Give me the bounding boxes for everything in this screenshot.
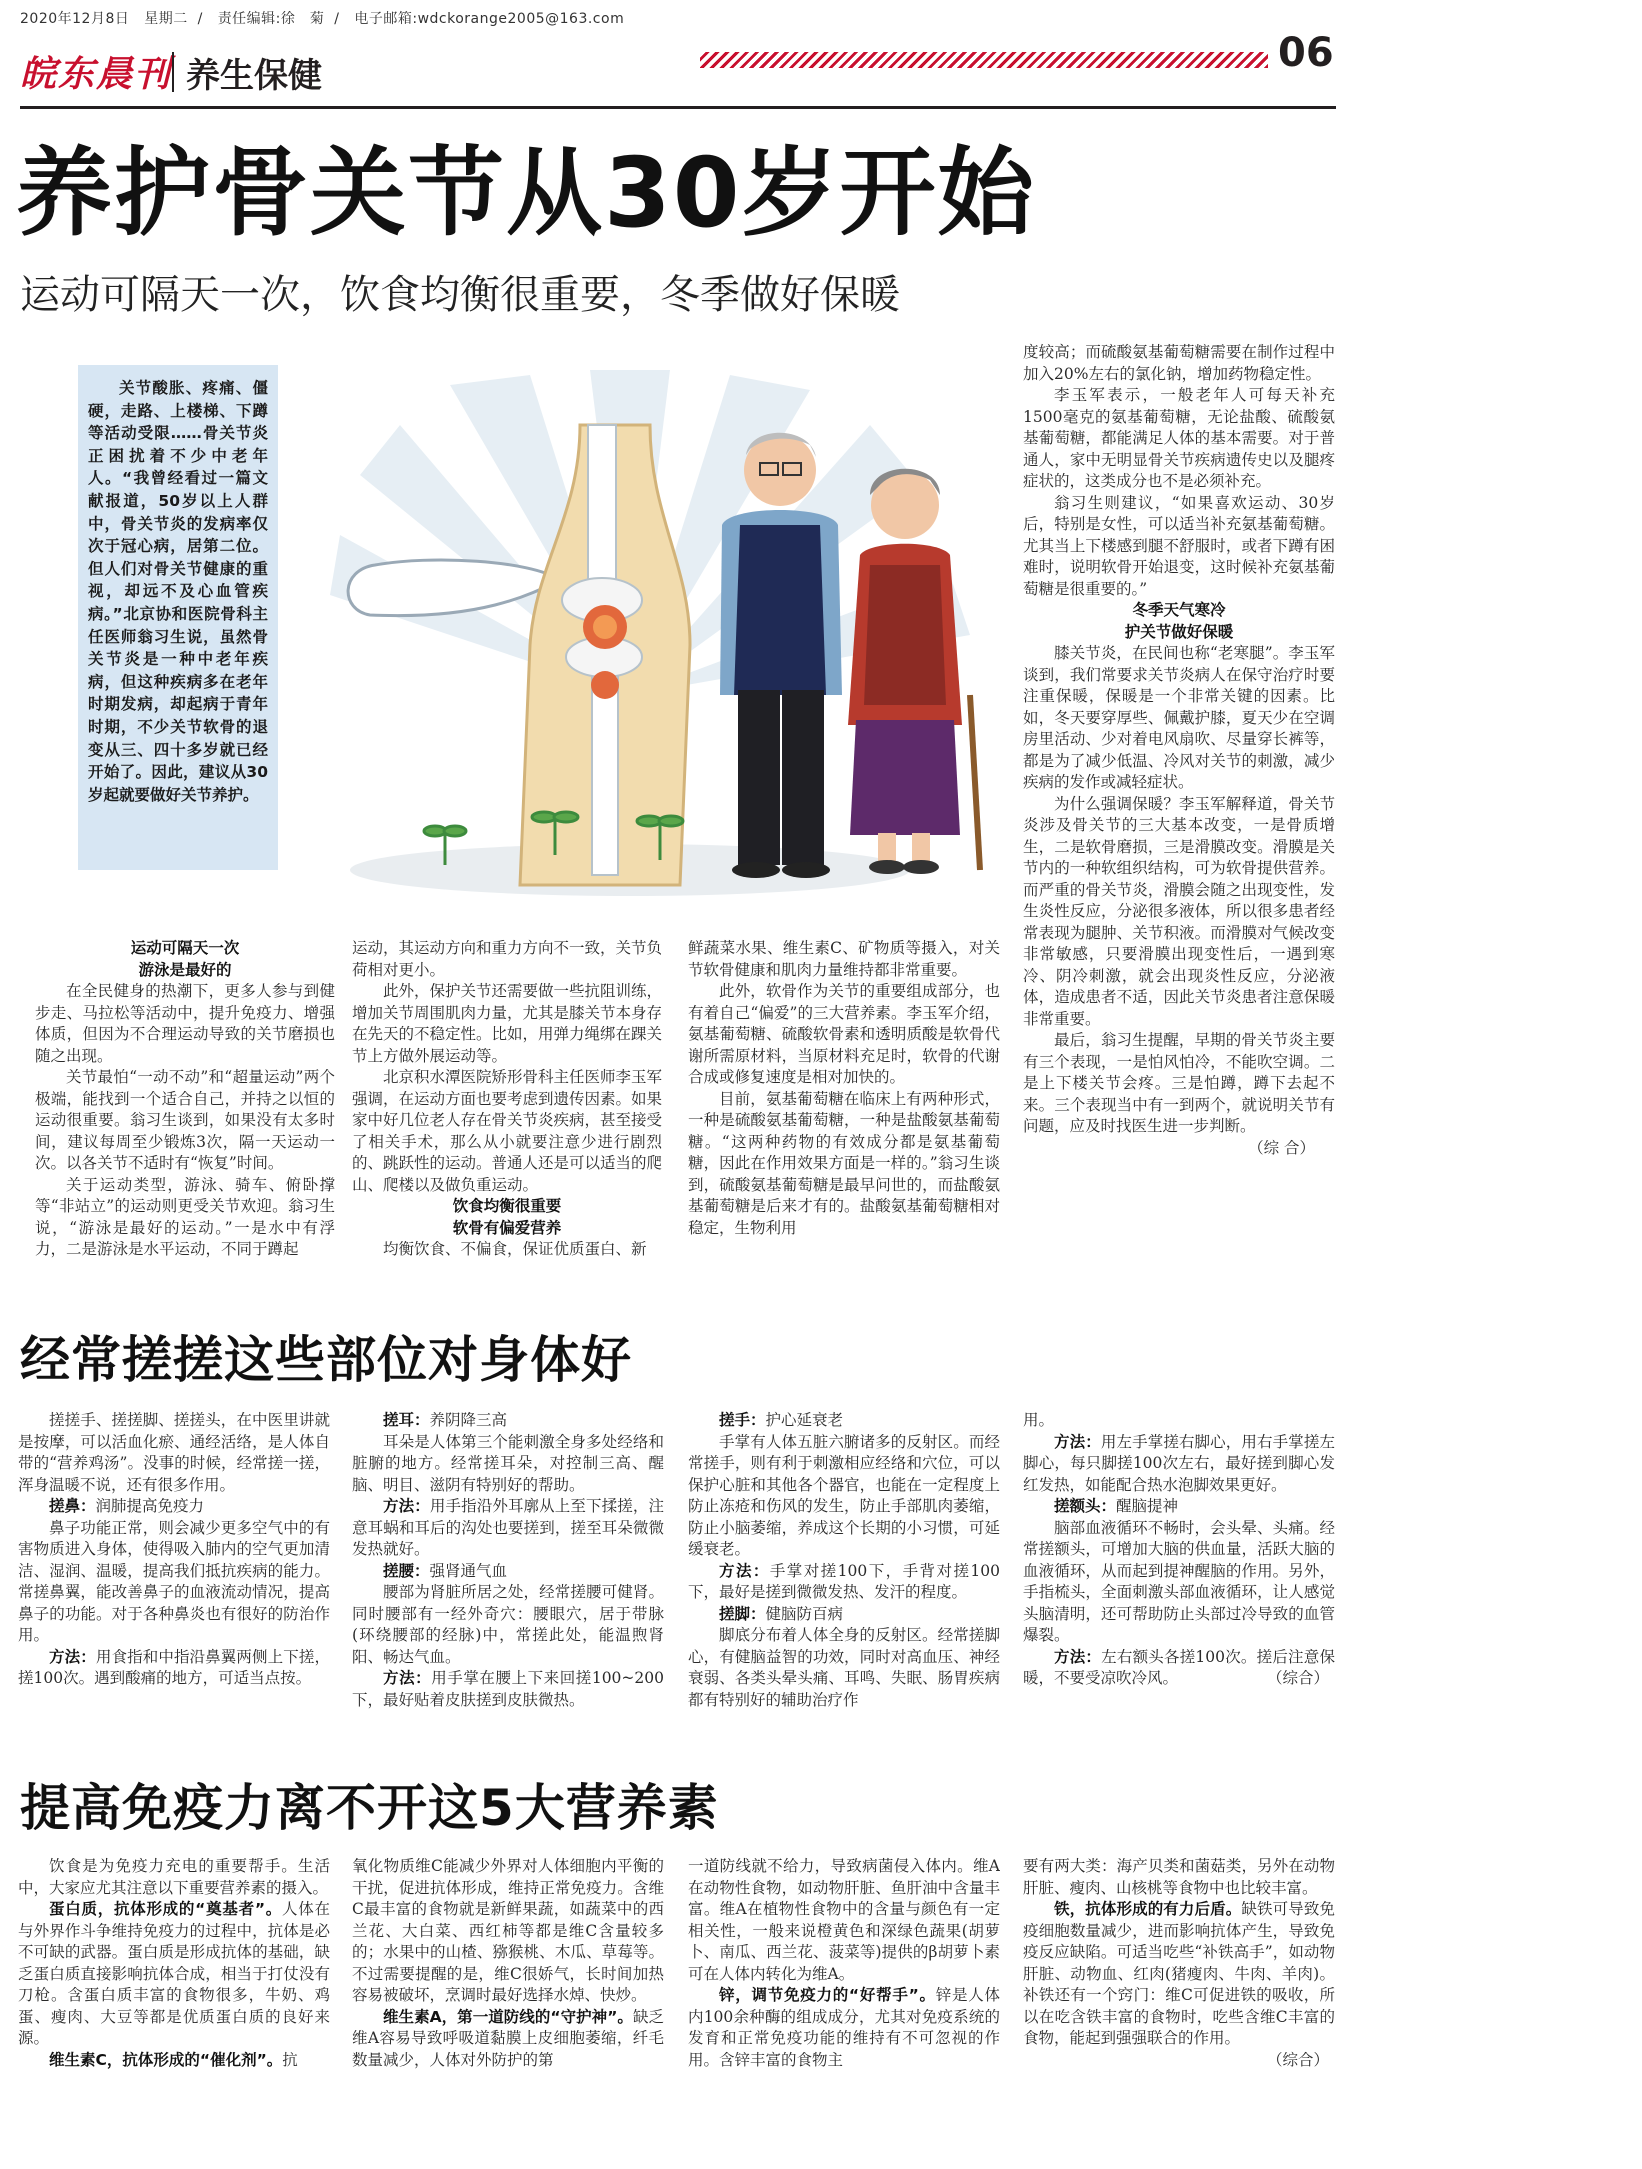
article1-col1-paragraph-2: 关节最怕“一动不动”和“超量运动”两个极端，能找到一个适合自己，并持之以恒的运动很重要。翁习生谈到，如果没有太多时间，建议每周至少锻炼3次，隔一天运动一次。以各关节不适时有“恢复”时间。 — [35, 1068, 335, 1172]
article1-col2-heading-2: 软骨有偏爱营养 — [452, 1218, 562, 1237]
page-number: 06 — [1278, 30, 1334, 76]
elderly-couple-knee-illustration — [330, 365, 1030, 905]
article3-col3-paragraph-1: 一道防线就不给力，导致病菌侵入体内。维A在动物性食物，如动物肝脏、鱼肝油中含量丰富。维A在植物性食物中的含量与颜色有一定相关性，一般来说橙黄色和深绿色蔬果(胡萝卜、南瓜、西兰花、菠菜等)提供的β胡萝卜素可在人体内转化为维A。 — [688, 1857, 1000, 1983]
article3-col1-text-vitc: 抗 — [282, 2050, 298, 2069]
article3-column-2 — [352, 1856, 664, 2161]
article2-col2-label-ear: 搓耳： — [383, 1411, 430, 1429]
article3-source-sign: （综合） — [1266, 2050, 1329, 2069]
article3-col4-text-iron: 缺铁可导致免疫细胞数量减少，进而影响抗体产生，导致免疫反应缺陷。可适当吃些“补铁高手”，如动物肝脏、动物血、红肉(猪瘦肉、牛肉、羊肉)。补铁还有一个窍门：维C可促进铁的吸收，所以在吃含铁丰富的食物时，吃些含维C丰富的食物，能起到强强联合的作用。 — [1023, 1900, 1335, 2047]
article1-col2-paragraph-4: 均衡饮食、不偏食，保证优质蛋白、新 — [383, 1240, 647, 1258]
article1-col2-paragraph-1: 运动，其运动方向和重力方向不一致，关节负荷相对更小。 — [352, 939, 662, 979]
article2-col3-label-hand: 搓手： — [719, 1411, 766, 1429]
article2-col4-method-label-1: 方法： — [1054, 1432, 1101, 1451]
article2-col2-paragraph-3: 腰部为肾脏所居之处，经常搓腰可健肾。同时腰部有一经外奇穴：腰眼穴，居于带脉(环绕腰部的经脉)中，常搓此处，能温煦肾阳、畅达气血。 — [352, 1583, 664, 1666]
article3-col4-paragraph-1: 要有两大类：海产贝类和菌菇类，另外在动物肝脏、瘦肉、山核桃等食物中也比较丰富。 — [1023, 1857, 1335, 1897]
newspaper-logo: 皖东晨刊 — [20, 53, 173, 95]
article1-col3-paragraph-2: 此外，软骨作为关节的重要组成部分，也有着自己“偏爱”的三大营养素。李玉军介绍，氨基葡萄糖、硫酸软骨素和透明质酸是软骨代谢所需原材料，当原材料充足时，软骨的代谢合成或修复速度是相对加快的。 — [688, 982, 1000, 1086]
article2-col2-method-text-2: 用手掌在腰上下来回搓100~200下，最好贴着皮肤搓到皮肤微热。 — [352, 1669, 664, 1709]
article3-col1-label-protein: 蛋白质，抗体形成的“奠基者”。 — [49, 1900, 282, 1918]
article1-col4-heading-2: 护关节做好保暖 — [1124, 622, 1234, 641]
article1-column-2 — [352, 938, 662, 1268]
article2-col3-label-foot: 搓脚： — [719, 1604, 766, 1623]
article1-lead-box — [78, 365, 278, 870]
article2-col1-method-text: 用食指和中指沿鼻翼两侧上下搓，搓100次。遇到酸痛的地方，可适当点按。 — [18, 1647, 330, 1687]
article3-col1-paragraph-1: 饮食是为免疫力充电的重要帮手。生活中，大家应尤其注意以下重要营养素的摄入。 — [18, 1857, 330, 1897]
editor-credit: 责任编辑:徐 菊 — [217, 11, 325, 27]
article1-col2-heading-1: 饮食均衡很重要 — [452, 1197, 562, 1215]
article1-col1-paragraph-1: 在全民健身的热潮下，更多人参与到健步走、马拉松等活动中，提升免疫力、增强体质，但因为不合理运动导致的关节磨损也随之出现。 — [35, 982, 335, 1065]
article1-col4-heading-1: 冬季天气寒冷 — [1132, 601, 1226, 619]
article1-col1-paragraph-3: 关于运动类型，游泳、骑车、俯卧撑等“非站立”的运动则更受关节欢迎。翁习生说，“游泳是最好的运动。”一是水中有浮力，二是游泳是水平运动，不同于蹲起 — [35, 1175, 335, 1258]
article2-col2-method-label-2: 方法： — [383, 1669, 432, 1687]
article2-col2-label-waist: 搓腰： — [383, 1561, 430, 1580]
article3-col3-text-zinc: 锌是人体内100余种酶的组成成分，尤其对免疫系统的发育和正常免疫功能的维持有不可忽视的作用。含锌丰富的食物主 — [688, 1986, 1000, 2069]
masthead-divider — [172, 52, 174, 92]
article2-col4-method-text-1: 用左手掌搓右脚心，用右手掌搓左脚心，每只脚搓100次左右，最好搓到脚心发红发热，如能配合热水泡脚效果更好。 — [1023, 1432, 1335, 1494]
header-hatch-decoration — [700, 52, 1268, 68]
elderly-woman-figure — [848, 469, 980, 874]
article3-col1-text-protein: 人体在与外界作斗争维持免疫力的过程中，抗体是必不可缺的武器。蛋白质是形成抗体的基础，缺乏蛋白质直接影响抗体合成，相当于打仗没有刀枪。含蛋白质丰富的食物很多，牛奶、鸡蛋、瘦肉、大豆等都是优质蛋白质的良好来源。 — [18, 1900, 330, 2047]
article1-col4-paragraph-3: 膝关节炎，在民间也称“老寒腿”。李玉军谈到，我们常要求关节炎病人在保守治疗时要注重保暖，保暖是一个非常关键的因素。比如，冬天要穿厚些、佩戴护膝，夏天少在空调房里活动、少对着电风扇吹、尽量穿长裤等，都是为了减少低温、冷风对关节的刺激，减少疾病的发作或减轻症状。 — [1023, 644, 1335, 791]
article2-col4-topic-forehead: 醒脑提神 — [1116, 1497, 1179, 1515]
article2-col3-paragraph-1: 手掌有人体五脏六腑诸多的反射区。而经常搓手，则有利于刺激相应经络和穴位，可以保护心脏和其他各个器官，也能在一定程度上防止冻疮和伤风的发生，防止手部肌肉萎缩，防止小脑萎缩，养成这个长期的小习惯，可延缓衰老。 — [688, 1432, 1000, 1558]
article1-col4-paragraph-2: 翁习生则建议，“如果喜欢运动、30岁后，特别是女性，可以适当补充氨基葡萄糖。尤其当上下楼感到腿不舒服时，或者下蹲有困难时，说明软骨开始退变，这时候补充氨基葡萄糖是很重要的。” — [1023, 493, 1335, 598]
article1-col2-paragraph-2: 此外，保护关节还需要做一些抗阻训练，增加关节周围肌肉力量，尤其是膝关节本身存在先天的不稳定性。比如，用弹力绳绑在踝关节上方做外展运动等。 — [352, 982, 662, 1065]
article1-col4-paragraph-4: 为什么强调保暖？李玉军解释道，骨关节炎涉及骨关节的三大基本改变，一是骨质增生，二是软骨磨损，三是滑膜改变。滑膜是关节内的一种软组织结构，可为软骨提供营养。而严重的骨关节炎，滑膜会随之出现变性，发生炎性反应，分泌很多液体，所以很多患者经常表现为腿肿、关节积液。而滑膜对气候改变非常敏感，只要滑膜出现变性后，一遇到寒冷、阴冷刺激，就会出现炎性反应，分泌液体，造成患者不适，因此关节炎患者注意保暖非常重要。 — [1023, 794, 1335, 1028]
article2-col1-method-label: 方法： — [49, 1647, 96, 1666]
article2-col4-paragraph-2: 脑部血液循环不畅时，会头晕、头痛。经常搓额头，可增加大脑的供血量，活跃大脑的血液循环，从而起到提神醒脑的作用。另外，手指梳头，全面刺激头部血液循环，让人感觉头脑清明，还可帮助防止头部过冷导致的血管爆裂。 — [1023, 1518, 1335, 1644]
article3-col3-label-zinc: 锌，调节免疫力的“好帮手”。 — [719, 1986, 936, 2004]
article2-column-4 — [1023, 1410, 1335, 1740]
article1-column-1 — [35, 938, 335, 1268]
article2-col2-topic-waist: 强肾通气血 — [429, 1561, 508, 1580]
article3-col2-label-vita: 维生素A，第一道防线的“守护神”。 — [383, 2007, 633, 2026]
article1-subheadline: 运动可隔天一次，饮食均衡很重要，冬季做好保暖 — [20, 272, 900, 318]
article2-col4-label-forehead: 搓额头： — [1054, 1497, 1117, 1515]
article2-col3-method-label: 方法： — [719, 1561, 770, 1580]
article1-column-3 — [688, 938, 1000, 1268]
article2-headline: 经常搓搓这些部位对身体好 — [20, 1331, 632, 1389]
article2-col1-topic-nose: 润肺提高免疫力 — [95, 1497, 205, 1515]
article1-col2-paragraph-3: 北京积水潭医院矫形骨科主任医师李玉军强调，在运动方面也要考虑到遗传因素。如果家中好几位老人存在骨关节炎疾病，甚至接受了相关手术，那么从小就要注意少进行剧烈的、跳跃性的运动。普通人还是可以适当的爬山、爬楼以及做负重运动。 — [352, 1068, 662, 1194]
article2-col2-topic-ear: 养阴降三高 — [429, 1411, 508, 1429]
issue-weekday: 星期二 — [144, 11, 188, 27]
article2-source-sign: （综合） — [1266, 1669, 1329, 1687]
article1-source-sign: （综 合） — [1248, 1138, 1315, 1157]
article2-column-3 — [688, 1410, 1000, 1740]
article2-col4-paragraph-0: 用。 — [1023, 1411, 1055, 1429]
article2-col3-method-text: 手掌对搓100下，手背对搓100下，最好是搓到微微发热、发汗的程度。 — [688, 1561, 1000, 1601]
article3-column-1 — [18, 1856, 330, 2161]
issue-date: 2020年12月8日 — [20, 11, 130, 27]
article2-col1-paragraph-1: 搓搓手、搓搓脚、搓搓头，在中医里讲就是按摩，可以活血化瘀、通经活络，是人体自带的“营养鸡汤”。没事的时候，经常搓一搓，浑身温暖不说，还有很多作用。 — [18, 1411, 330, 1494]
article2-col2-method-label-1: 方法： — [383, 1497, 430, 1515]
article2-col3-paragraph-3: 脚底分布着人体全身的反射区。经常搓脚心，有健脑益智的功效，同时对高血压、神经衰弱、各类头晕头痛、耳鸣、失眠、肠胃疾病都有特别好的辅助治疗作 — [688, 1626, 1000, 1709]
article2-col2-method-text-1: 用手指沿外耳廓从上至下揉搓，注意耳蜗和耳后的沟处也要搓到，搓至耳朵微微发热就好。 — [352, 1497, 664, 1558]
article2-col1-paragraph-2: 鼻子功能正常，则会减少更多空气中的有害物质进入身体，使得吸入肺内的空气更加清洁、湿润、温暖，提高我们抵抗疾病的能力。常搓鼻翼，能改善鼻子的血液流动情况，提高鼻子的功能。对于各种鼻炎也有很好的防治作用。 — [18, 1518, 330, 1644]
header-rule — [20, 106, 1336, 109]
article1-col1-heading-2: 游泳是最好的 — [138, 960, 232, 979]
header-meta: 2020年12月8日 星期二 / 责任编辑:徐 菊 / 电子邮箱:wdckorange2005@163.com — [20, 11, 625, 27]
article1-col3-paragraph-1: 鲜蔬菜水果、维生素C、矿物质等摄入，对关节软骨健康和肌肉力量维持都非常重要。 — [688, 939, 1000, 979]
article1-headline: 养护骨关节从30岁开始 — [16, 137, 1036, 249]
article1-lead-text: 关节酸胀、疼痛、僵硬，走路、上楼梯、下蹲等活动受限……骨关节炎正困扰着不少中老年人。“我曾经看过一篇文献报道，50岁以上人群中，骨关节炎的发病率仅次于冠心病，居第二位。但人们对骨关节健康的重视，却远不及心血管疾病。”北京协和医院骨科主任医师翁习生说，虽然骨关节炎是一种中老年疾病，但这种疾病多在老年时期发病，却起病于青年时期，不少关节软骨的退变从三、四十多岁就已经开始了。因此，建议从30岁起就要做好关节养护。 — [88, 379, 268, 804]
article3-col1-label-vitc: 维生素C，抗体形成的“催化剂”。 — [49, 2050, 283, 2069]
article2-col2-paragraph-1: 耳朵是人体第三个能刺激全身多处经络和脏腑的地方。经常搓耳朵，对控制三高、醒脑、明目、滋阴有特别好的帮助。 — [352, 1432, 664, 1494]
section-title: 养生保健 — [186, 56, 322, 96]
article1-col4-paragraph-0: 度较高；而硫酸氨基葡萄糖需要在制作过程中加入20%左右的氯化钠，增加药物稳定性。 — [1023, 343, 1335, 383]
article1-col4-paragraph-1: 李玉军表示，一般老年人可每天补充1500毫克的氨基葡萄糖，无论盐酸、硫酸氨基葡萄糖，都能满足人体的基本需要。对于普通人，家中无明显骨关节疾病遗传史以及腿疼症状的，这类成分也不是必须补充。 — [1023, 386, 1335, 490]
article1-col1-heading-1: 运动可隔天一次 — [130, 939, 240, 957]
article1-column-4 — [1023, 342, 1335, 1270]
article2-col4-method-text-2: 左右额头各搓100次。搓后注意保暖，不要受凉吹冷风。 — [1023, 1647, 1335, 1687]
article3-col4-label-iron: 铁，抗体形成的有力后盾。 — [1054, 1900, 1242, 1918]
editor-email: 电子邮箱:wdckorange2005@163.com — [354, 11, 625, 27]
article2-column-1 — [18, 1410, 330, 1740]
article1-col3-paragraph-3: 目前，氨基葡萄糖在临床上有两种形式，一种是硫酸氨基葡萄糖，一种是盐酸氨基葡萄糖。“这两种药物的有效成分都是氨基葡萄糖，因此在作用效果方面是一样的。”翁习生谈到，硫酸氨基葡萄糖是最早问世的，而盐酸氨基葡萄糖是后来才有的。盐酸氨基葡萄糖相对稳定，生物利用 — [688, 1089, 1000, 1237]
article2-col4-method-label-2: 方法： — [1054, 1647, 1102, 1666]
article3-col2-text-vita: 缺乏维A容易导致呼吸道黏膜上皮细胞萎缩，纤毛数量减少，人体对外防护的第 — [352, 2007, 664, 2069]
article3-headline: 提高免疫力离不开这5大营养素 — [20, 1779, 719, 1837]
article2-col3-topic-foot: 健脑防百病 — [765, 1604, 844, 1623]
article2-col1-label-nose: 搓鼻： — [49, 1497, 96, 1515]
article1-col4-paragraph-5: 最后，翁习生提醒，早期的骨关节炎主要有三个表现，一是怕风怕冷，不能吹空调。二是上下楼关节会疼。三是怕蹲，蹲下去起不来。三个表现当中有一到两个，就说明关节有问题，应及时找医生进一步判断。 — [1023, 1031, 1335, 1135]
article3-column-4 — [1023, 1856, 1335, 2161]
article3-column-3 — [688, 1856, 1000, 2161]
article2-column-2 — [352, 1410, 664, 1740]
article2-col3-topic-hand: 护心延衰老 — [765, 1411, 844, 1429]
article3-col2-paragraph-1: 氧化物质维C能减少外界对人体细胞内平衡的干扰，促进抗体形成，维持正常免疫力。含维C最丰富的食物就是新鲜果蔬，如蔬菜中的西兰花、大白菜、西红柿等都是维C含量较多的；水果中的山楂、猕猴桃、木瓜、草莓等。不过需要提醒的是，维C很娇气，长时间加热容易被破坏，烹调时最好选择水焯、快炒。 — [352, 1857, 664, 2004]
